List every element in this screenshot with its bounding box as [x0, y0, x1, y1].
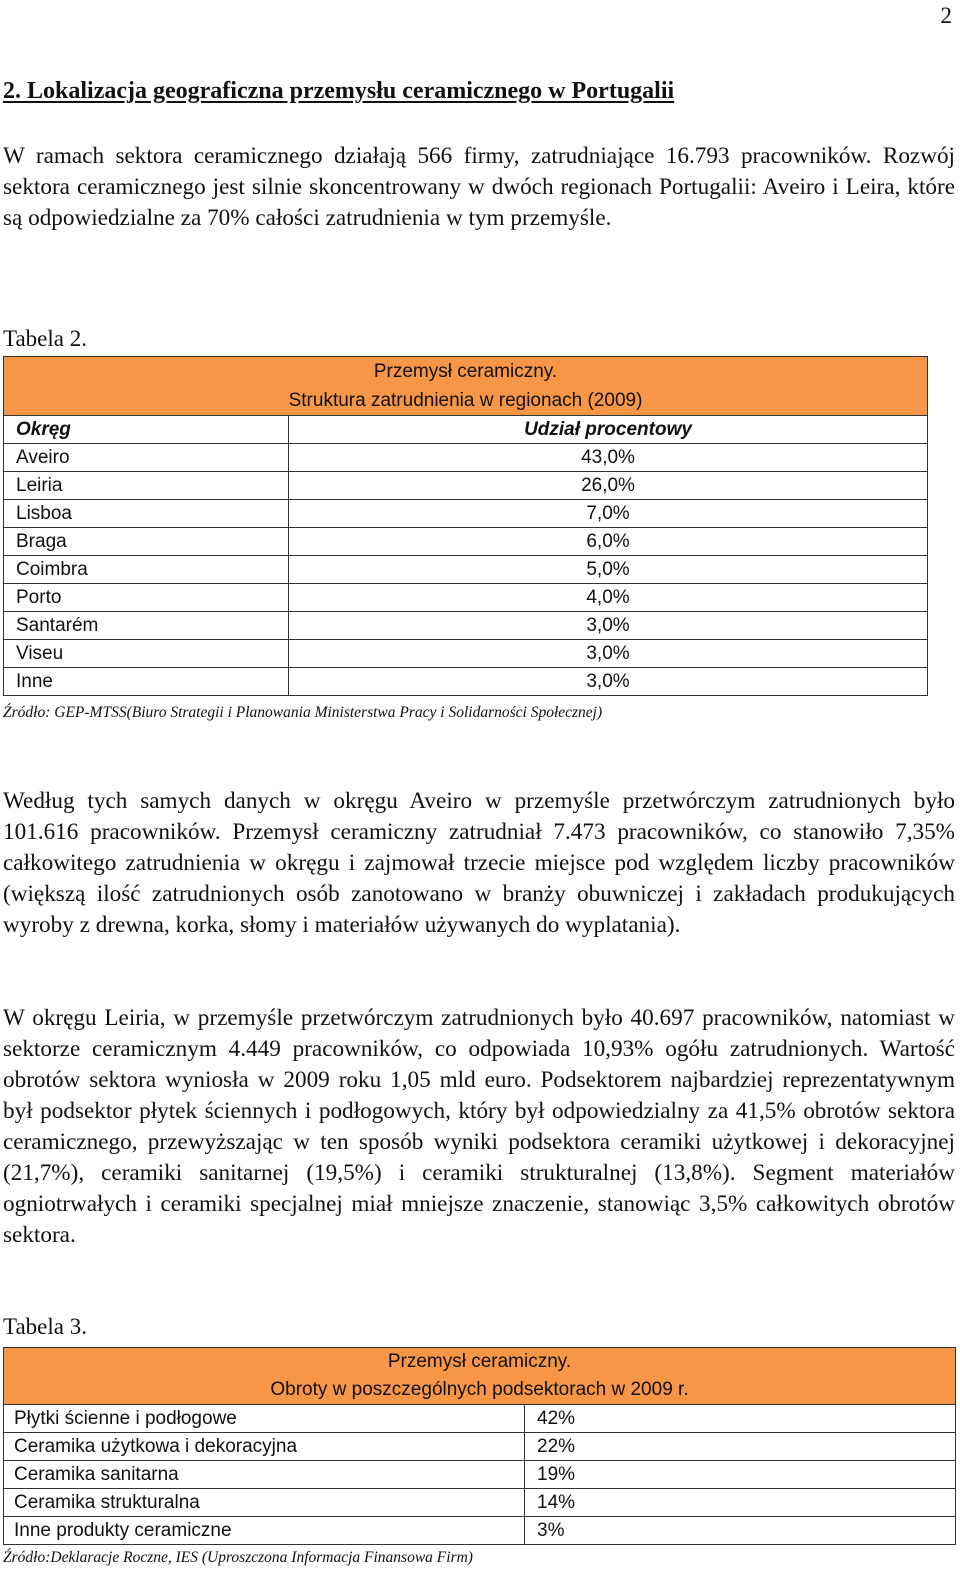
table3-title-line1: Przemysł ceramiczny. [387, 1351, 572, 1372]
region-cell: Inne [4, 668, 289, 696]
table2-source: Źródło: GEP-MTSS(Biuro Strategii i Planowania Ministerstwa Pracy i Solidarności Społecznej) [3, 704, 603, 721]
share-cell: 3% [525, 1517, 956, 1545]
column-header-region: Okręg [4, 416, 289, 444]
table3-title [4, 1348, 956, 1405]
region-cell: Braga [4, 528, 289, 556]
table2-label: Tabela 2. [3, 326, 87, 351]
share-cell: 22% [525, 1433, 956, 1461]
table3-title-row [4, 1348, 956, 1405]
region-cell: Lisboa [4, 500, 289, 528]
table-row [4, 668, 928, 696]
share-cell: 14% [525, 1489, 956, 1517]
region-cell: Aveiro [4, 444, 289, 472]
share-cell: 26,0% [289, 472, 928, 500]
share-cell: 3,0% [289, 668, 928, 696]
table-row [4, 472, 928, 500]
subsector-table [3, 1347, 956, 1545]
table-row [4, 612, 928, 640]
region-cell: Coimbra [4, 556, 289, 584]
region-cell: Santarém [4, 612, 289, 640]
table2-column-header [4, 416, 928, 444]
table2-title-row [4, 357, 928, 416]
table-row [4, 1517, 956, 1545]
table-row [4, 1405, 956, 1433]
subsector-cell: Ceramika użytkowa i dekoracyjna [4, 1433, 525, 1461]
employment-table [3, 356, 928, 696]
subsector-cell: Inne produkty ceramiczne [4, 1517, 525, 1545]
subsector-cell: Ceramika sanitarna [4, 1461, 525, 1489]
share-cell: 3,0% [289, 640, 928, 668]
region-cell: Viseu [4, 640, 289, 668]
table-row [4, 1461, 956, 1489]
subsector-cell: Ceramika strukturalna [4, 1489, 525, 1517]
table3-source: Źródło:Deklaracje Roczne, IES (Uproszczona Informacja Finansowa Firm) [3, 1549, 473, 1566]
share-cell: 7,0% [289, 500, 928, 528]
page-number: 2 [940, 3, 952, 28]
table-row [4, 444, 928, 472]
table3-title-line2: Obroty w poszczególnych podsektorach w 2009 r. [270, 1379, 689, 1400]
table2-title [4, 357, 928, 416]
region-cell: Leiria [4, 472, 289, 500]
share-cell: 4,0% [289, 584, 928, 612]
region-cell: Porto [4, 584, 289, 612]
table2-title-line1: Przemysł ceramiczny. [373, 361, 558, 382]
share-cell: 42% [525, 1405, 956, 1433]
share-cell: 3,0% [289, 612, 928, 640]
paragraph-intro: W ramach sektora ceramicznego działają 566 firmy, zatrudniające 16.793 pracowników. Rozwój sektora ceramicznego jest silnie skoncentrowany w dwóch regionach Portugalii: Aveiro i Leira, które są odpowiedzialne za 70% całości zatrudnienia w tym przemyśle. [3, 143, 955, 231]
share-cell: 19% [525, 1461, 956, 1489]
table2-title-line2: Struktura zatrudnienia w regionach (2009) [288, 390, 643, 411]
table-row [4, 528, 928, 556]
paragraph-aveiro: Według tych samych danych w okręgu Aveiro w przemyśle przetwórczym zatrudnionych było 101.616 pracowników. Przemysł ceramiczny zatrudniał 7.473 pracowników, co stanowiło 7,35% całkowitego zatrudnienia w okręgu i zajmował trzecie miejsce pod względem liczby pracowników (większą ilość zatrudnionych osób zanotowano w branży obuwniczej i zakładach produkujących wyroby z drewna, korka, słomy i materiałów używanych do wyplatania). [3, 788, 955, 938]
table-row [4, 1433, 956, 1461]
section-heading: 2. Lokalizacja geograficzna przemysłu ceramicznego w Portugalii [3, 78, 675, 104]
table-row [4, 1489, 956, 1517]
table-row [4, 556, 928, 584]
column-header-share: Udział procentowy [289, 416, 928, 444]
subsector-cell: Płytki ścienne i podłogowe [4, 1405, 525, 1433]
share-cell: 6,0% [289, 528, 928, 556]
table-row [4, 500, 928, 528]
paragraph-leiria: W okręgu Leiria, w przemyśle przetwórczym zatrudnionych było 40.697 pracowników, natomiast w sektorze ceramicznym 4.449 pracowników, co odpowiada 10,93% ogółu zatrudnionych. Wartość obrotów sektora wyniosła w 2009 roku 1,05 mld euro. Podsektorem najbardziej reprezentatywnym był podsektor płytek ściennych i podłogowych, który był odpowiedzialny za 41,5% obrotów sektora ceramicznego, przewyższając w ten sposób wyniki podsektora ceramiki użytkowej i dekoracyjnej (21,7%), ceramiki sanitarnej (19,5%) i ceramiki strukturalnej (13,8%). Segment materiałów ogniotrwałych i ceramiki specjalnej miał mniejsze znaczenie, stanowiąc 3,5% całkowitych obrotów sektora. [3, 1005, 955, 1248]
table-row [4, 640, 928, 668]
share-cell: 43,0% [289, 444, 928, 472]
table3-label: Tabela 3. [3, 1314, 87, 1339]
share-cell: 5,0% [289, 556, 928, 584]
table-row [4, 584, 928, 612]
